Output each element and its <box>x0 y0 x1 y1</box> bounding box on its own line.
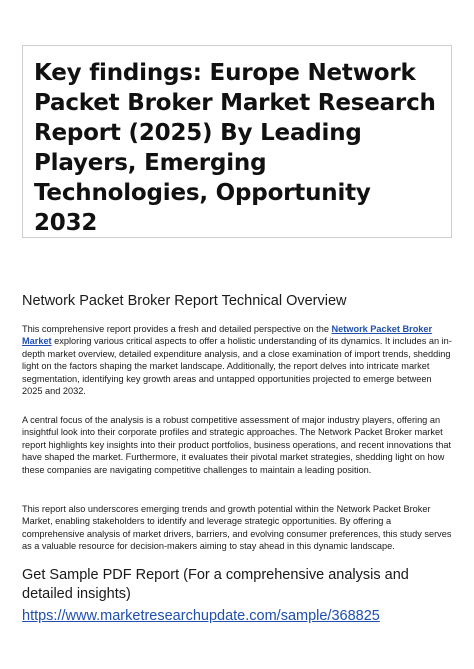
paragraph-overview-rest: exploring various critical aspects to offer a holistic understanding of its dynamics. It includes an in-depth market overview, detailed expenditure analysis, and a close examination of import trends, shedding light on the factors shaping the market landscape. Additionally, the report delves into intricate market segmentation, identifying key growth areas and untapped opportunities projected to emerge between 2025 and 2032. <box>22 336 452 397</box>
paragraph-trends: This report also underscores emerging trends and growth potential within the Network Packet Broker Market, enabling stakeholders to identify and leverage strategic opportunities. By offering a comprehensive analysis of market drivers, barriers, and evolving consumer preferences, this study serves as a valuable resource for decision-makers aiming to stay ahead in this dynamic landscape. <box>22 504 452 552</box>
network-packet-broker-market-link[interactable]: Network Packet Broker Market <box>22 324 433 347</box>
paragraph-overview-start: This comprehensive report provides a fresh and detailed perspective on the <box>22 324 332 334</box>
paragraph-overview <box>22 323 454 397</box>
sample-report-heading: Get Sample PDF Report (For a comprehensive analysis and detailed insights) <box>22 567 409 602</box>
title-box <box>22 45 452 238</box>
report-title: Key findings: Europe Network Packet Broker Market Research Report (2025) By Leading Players, Emerging Technologies, Opportunity 2032 <box>34 60 436 236</box>
section-heading: Network Packet Broker Report Technical Overview <box>22 293 347 309</box>
paragraph-competitive: A central focus of the analysis is a robust competitive assessment of major industry players, offering an insightful look into their corporate profiles and strategic approaches. The Network Packet Broker market report highlights key insights into their product portfolios, business operations, and recent innovations that have shaped the market. Furthermore, it evaluates their pivotal market strategies, shedding light on how these companies are navigating competitive challenges to maintain a leading position. <box>22 415 451 475</box>
sample-report-link[interactable]: https://www.marketresearchupdate.com/sample/368825 <box>22 608 380 624</box>
